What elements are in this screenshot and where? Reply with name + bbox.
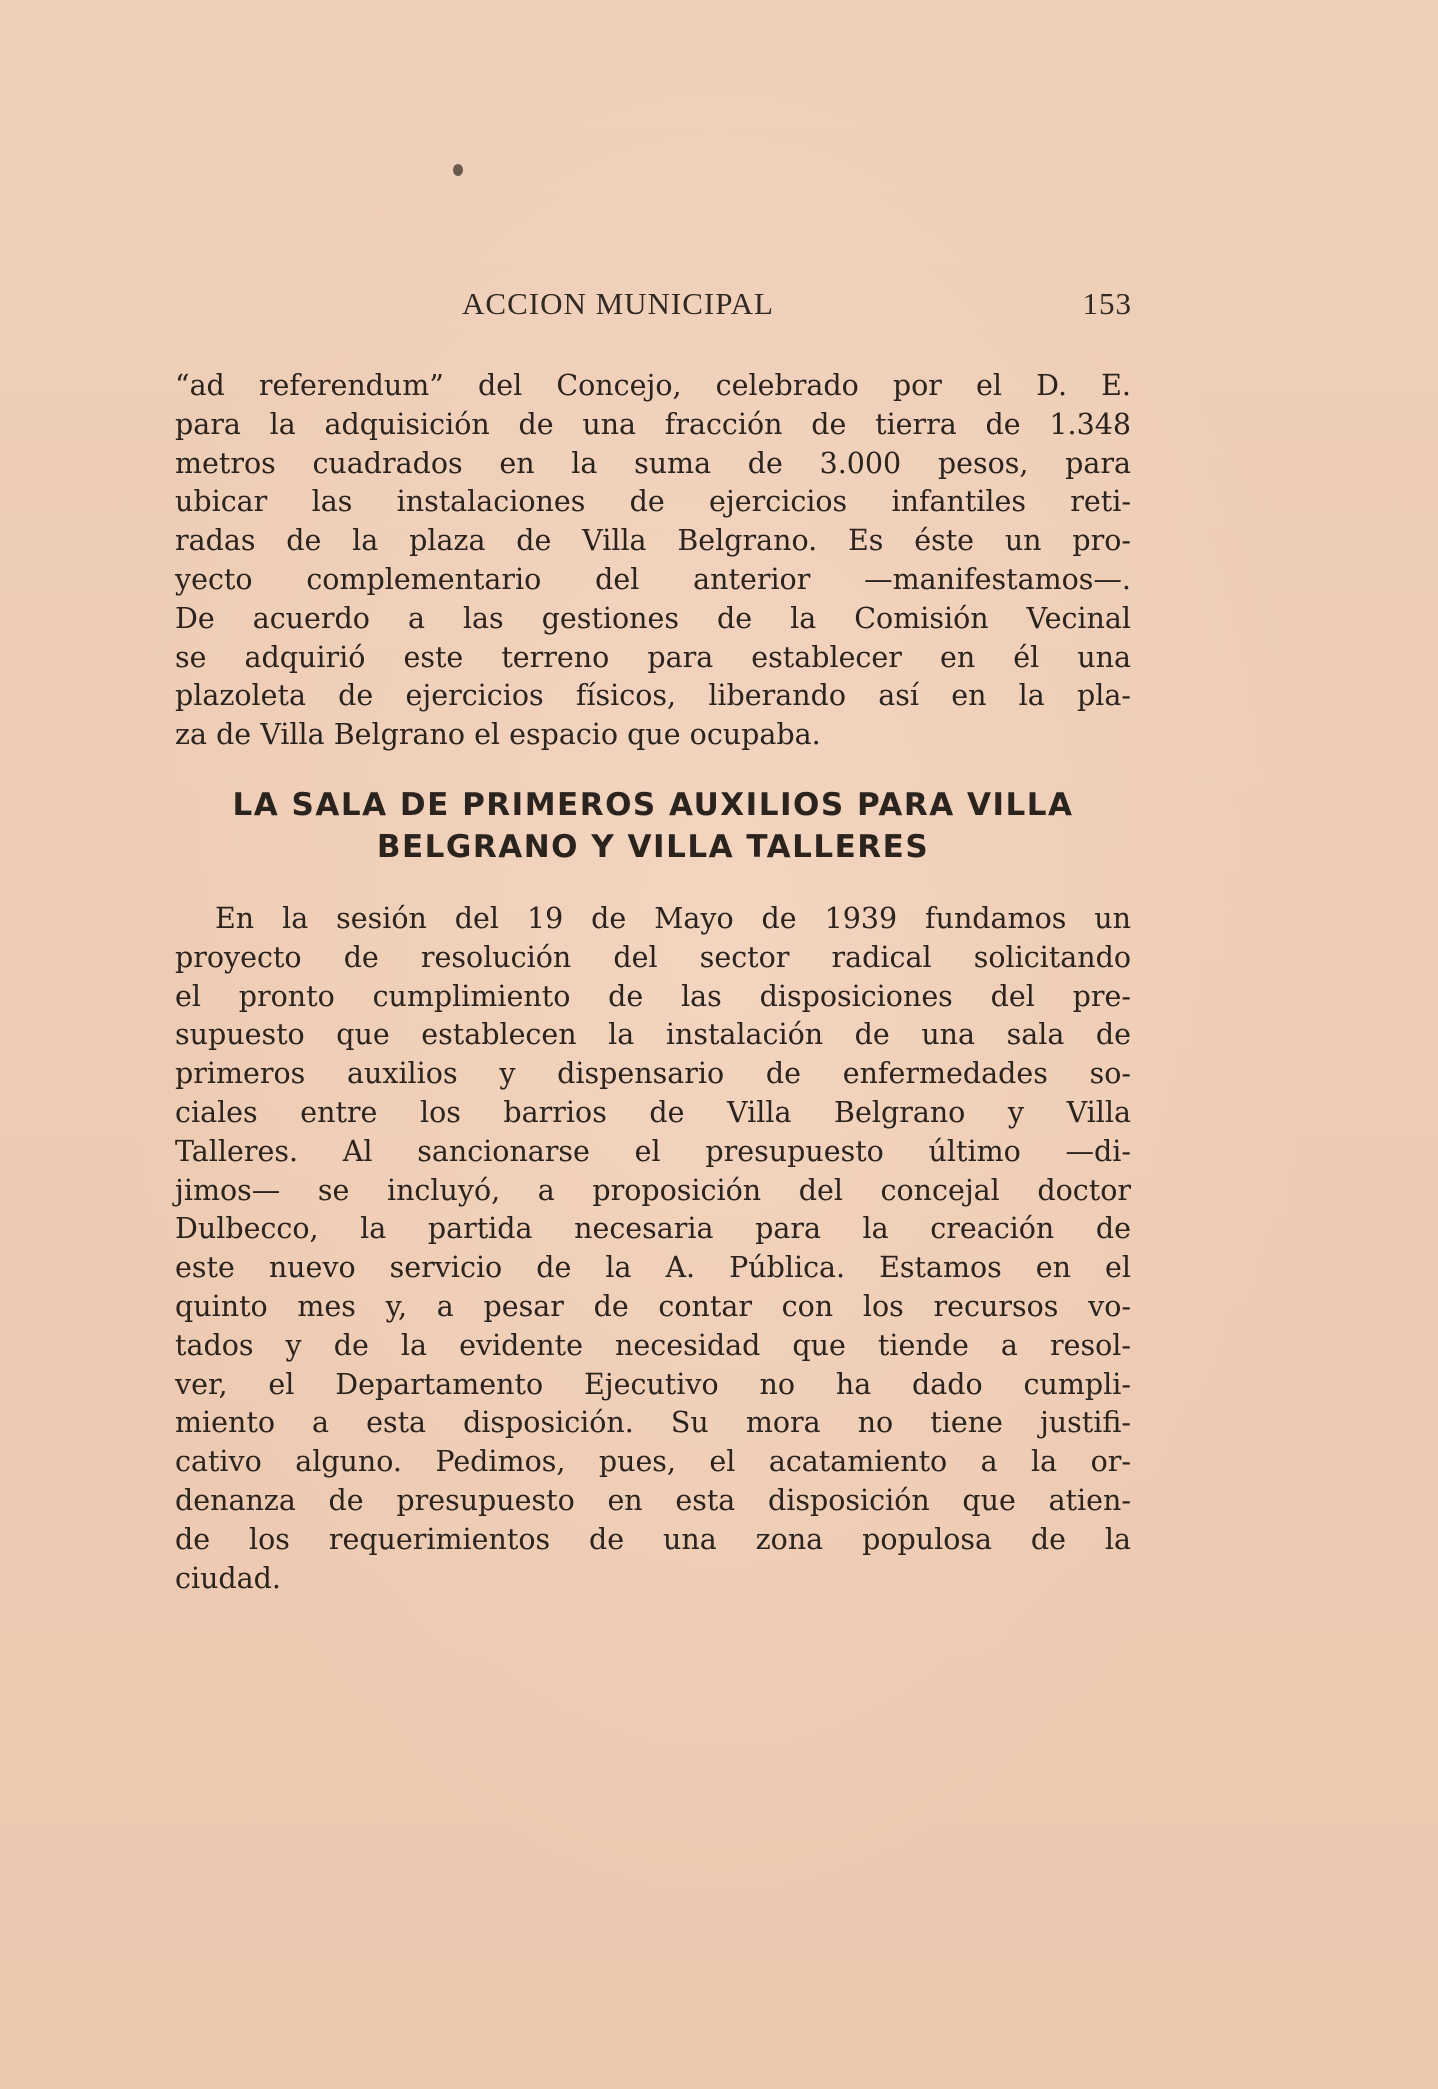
text-line: de los requerimientos de una zona populosa de la bbox=[175, 1522, 1131, 1556]
text-line: denanza de presupuesto en esta disposición que atien- bbox=[175, 1483, 1131, 1517]
section-heading-line-2: BELGRANO Y VILLA TALLERES bbox=[376, 829, 930, 865]
section-heading bbox=[175, 784, 1131, 868]
text-line: za de Villa Belgrano el espacio que ocupaba. bbox=[175, 718, 821, 752]
text-line: ciales entre los barrios de Villa Belgrano y Villa bbox=[175, 1095, 1131, 1129]
text-line: primeros auxilios y dispensario de enfermedades so- bbox=[175, 1057, 1131, 1091]
printed-bullet-mark bbox=[453, 164, 463, 176]
text-line: este nuevo servicio de la A. Pública. Estamos en el bbox=[175, 1251, 1131, 1285]
text-line: cativo alguno. Pedimos, pues, el acatamiento a la or- bbox=[175, 1445, 1131, 1479]
text-line: radas de la plaza de Villa Belgrano. Es éste un pro- bbox=[175, 524, 1131, 558]
text-line: supuesto que establecen la instalación de una sala de bbox=[175, 1018, 1131, 1052]
text-line: metros cuadrados en la suma de 3.000 pesos, para bbox=[175, 446, 1131, 480]
text-line: Dulbecco, la partida necesaria para la creación de bbox=[175, 1212, 1131, 1246]
text-line: En la sesión del 19 de Mayo de 1939 fundamos un bbox=[215, 902, 1131, 935]
text-line: plazoleta de ejercicios físicos, liberando así en la pla- bbox=[175, 679, 1131, 713]
text-line: ubicar las instalaciones de ejercicios infantiles reti- bbox=[175, 485, 1131, 519]
page-number: 153 bbox=[1082, 286, 1132, 321]
paragraph-sala-primeros-auxilios bbox=[175, 900, 1131, 1598]
running-header bbox=[462, 286, 1132, 330]
text-line: para la adquisición de una fracción de tierra de 1.348 bbox=[175, 407, 1131, 441]
text-line: ciudad. bbox=[175, 1561, 281, 1595]
text-line: De acuerdo a las gestiones de la Comisión Vecinal bbox=[175, 601, 1131, 635]
text-line: se adquirió este terreno para establecer en él una bbox=[175, 640, 1131, 674]
text-line: Talleres. Al sancionarse el presupuesto último —di- bbox=[175, 1134, 1131, 1168]
text-line: miento a esta disposición. Su mora no tiene justifi- bbox=[175, 1406, 1131, 1440]
paragraph-referendum bbox=[175, 367, 1131, 755]
text-line: yecto complementario del anterior —manifestamos—. bbox=[175, 562, 1131, 596]
text-line: “ad referendum” del Concejo, celebrado por el D. E. bbox=[175, 369, 1131, 402]
text-line: jimos— se incluyó, a proposición del concejal doctor bbox=[175, 1173, 1131, 1207]
text-line: el pronto cumplimiento de las disposiciones del pre- bbox=[175, 979, 1131, 1013]
text-line: ver, el Departamento Ejecutivo no ha dado cumpli- bbox=[175, 1367, 1131, 1401]
text-line: proyecto de resolución del sector radical solicitando bbox=[175, 940, 1131, 974]
text-line: quinto mes y, a pesar de contar con los recursos vo- bbox=[175, 1289, 1131, 1323]
text-line: tados y de la evidente necesidad que tiende a resol- bbox=[175, 1328, 1131, 1362]
section-heading-line-1: LA SALA DE PRIMEROS AUXILIOS PARA VILLA bbox=[232, 787, 1074, 823]
running-title: ACCION MUNICIPAL bbox=[462, 286, 774, 321]
